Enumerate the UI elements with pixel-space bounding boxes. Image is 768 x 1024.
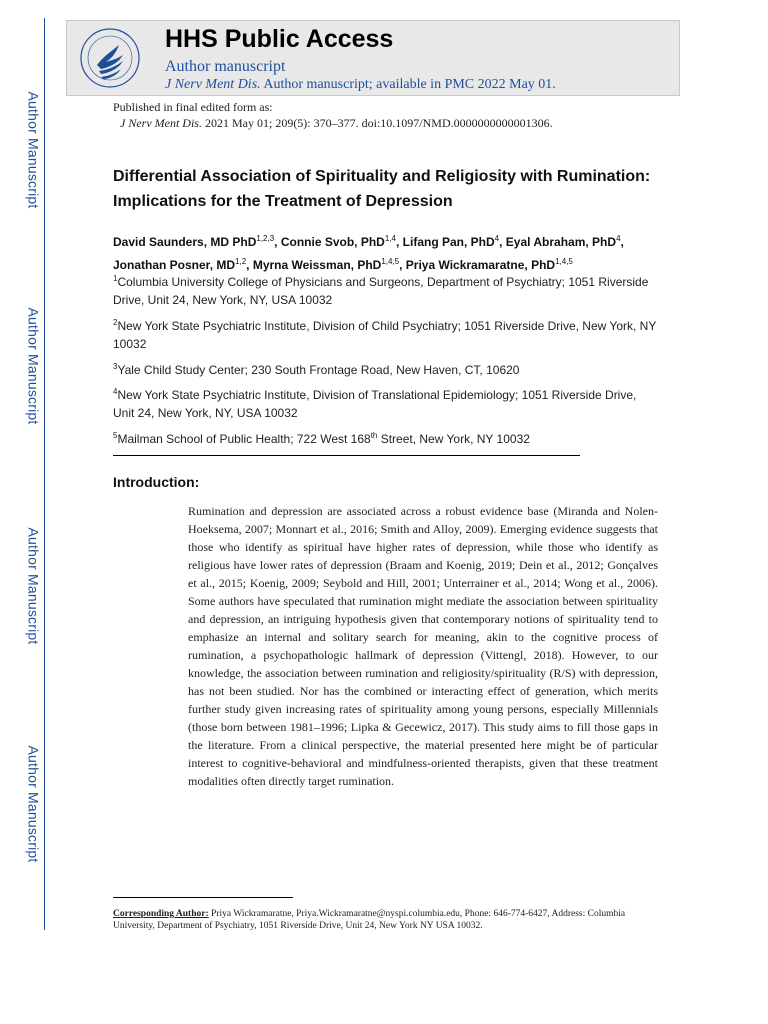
introduction-body: Rumination and depression are associated across a robust evidence base (Miranda and Nolen-Hoeksema, 2007; Monnart et al., 2016; Smith and Alloy, 2009). Emerging evidence suggests that those who identify as spiritual have higher rates of depression, while those who identify as religious have lower rates of depression (Braam and Koenig, 2019; Dein et al., 2012; Gonçalves et al., 2015; Koenig, 2009; Seybold and Hill, 2001; Unterrainer et al., 2014; Wong et al., 2006). Some authors have speculated that rumination might mediate the association between spirituality and depression, an intriguing hypothesis given that contemporary notions of spirituality tend to emphasize an internal and solitary search for meaning, akin to the cognitive process of rumination, a psychopathologic hallmark of depression (Vittengl, 2018). However, to our knowledge, the association between rumination and religiosity/spirituality (R/S) with depression, has not been studied. Nor has the combined or interacting effect of generation, which merits further study given increasing rates of spirituality among young persons, especially Millennials (those born between 1981–1996; Lipka & Gecewicz, 2017). This study aims to fill those gaps in the literature. From a clinical perspective, the material presented here might be of particular interest to cognitive-behavioral and mindfulness-oriented therapists, given that these treatment modalities often directly target rumination.: [188, 504, 658, 788]
side-tab-label: Author Manuscript: [25, 307, 42, 425]
affiliation-text: New York State Psychiatric Institute, Division of Child Psychiatry; 1051 Riverside Drive, New York, NY 10032: [113, 319, 657, 351]
hhs-public-access-title: HHS Public Access: [165, 25, 394, 53]
paper-title: Differential Association of Spirituality and Religiosity with Rumination: Implications for the Treatment of Depression: [113, 168, 651, 210]
affiliation-5: [113, 427, 658, 448]
affiliation-text: Mailman School of Public Health; 722 West 168: [117, 432, 371, 446]
affiliation-3: [113, 358, 658, 379]
affiliation-4: [113, 383, 658, 422]
availability-text: Author manuscript; available in PMC 2022 May 01.: [263, 77, 556, 92]
author-affiliation-marker: 1,2,3: [256, 234, 275, 243]
author-name: Priya Wickramaratne, PhD: [405, 258, 556, 272]
author-affiliation-marker: 1,4,5: [555, 257, 573, 266]
introduction-heading: Introduction:: [113, 474, 200, 490]
author-affiliation-marker: 4: [616, 234, 621, 243]
affiliation-number: 5: [113, 431, 118, 440]
published-label: Published in final edited form as:: [113, 100, 273, 114]
author-name: Connie Svob, PhD: [280, 235, 385, 249]
side-tab-label: Author Manuscript: [25, 745, 42, 863]
author-manuscript-label: Author manuscript: [165, 58, 286, 75]
affiliation-number: 1: [113, 274, 118, 283]
affiliation-number: 3: [113, 362, 118, 371]
side-tab-label: Author Manuscript: [25, 91, 42, 209]
author-name: David Saunders, MD PhD: [113, 235, 257, 249]
author-list: David Saunders, MD PhD$^{1,2,3}$, Connie Svob, PhD$^{1,4}$, Lifang Pan, PhD$^4$, Eyal Abraham, PhD$^4$, Jonathan Posner, MD$^{1,2}$, Myrna Weissman, PhD$^{1,4,5}$, Priya Wickramaratne, PhD$^{1,4,5}$: [113, 234, 624, 272]
hhs-eagle-seal-icon: [79, 27, 141, 89]
affiliation-text: Street, New York, NY 10032: [377, 432, 530, 446]
affiliation-text: Yale Child Study Center; 230 South Frontage Road, New Haven, CT, 10620: [117, 363, 520, 377]
footnote-text: Priya Wickramaratne, Priya.Wickramaratne@nyspi.columbia.edu, Phone: 646-774-6427, Address: Columbia University, Department of Psychiatry, 1051 Riverside Drive, Unit 24, New York NY USA 10032.: [113, 909, 626, 931]
author-affiliation-marker: 4: [494, 234, 500, 243]
citation-details: 2021 May 01; 209(5): 370–377. doi:10.1097/NMD.0000000000001306.: [204, 116, 553, 130]
author-affiliation-marker: 1,4,5: [381, 257, 400, 266]
side-tab-label: Author Manuscript: [25, 527, 42, 645]
citation: [120, 116, 553, 131]
footnote-rule: [113, 897, 293, 898]
author-affiliation-marker: 1,2: [235, 257, 247, 266]
affiliation-number: 4: [113, 387, 118, 396]
affiliation-number: 2: [113, 318, 118, 327]
affiliation-text: New York State Psychiatric Institute, Division of Translational Epidemiology; 1051 Riverside Drive, Unit 24, New York, NY, USA 10032: [113, 388, 637, 420]
author-affiliation-marker: 1,4: [384, 234, 396, 243]
citation-journal: J Nerv Ment Dis.: [120, 116, 202, 130]
journal-availability-line: [165, 77, 556, 93]
section-divider: [113, 455, 580, 456]
author-name: Eyal Abraham, PhD: [505, 235, 617, 249]
side-divider: [44, 18, 45, 930]
ordinal-suffix: th: [370, 431, 378, 440]
journal-name: J Nerv Ment Dis.: [165, 77, 261, 92]
hhs-header: [66, 20, 680, 96]
affiliation-2: [113, 314, 658, 353]
affiliation-text: Columbia University College of Physicians and Surgeons, Department of Psychiatry; 1051 Riverside Drive, Unit 24, New York, NY, USA 10032: [113, 275, 649, 307]
author-name: Jonathan Posner, MD: [113, 258, 236, 272]
corresponding-author-footnote: [113, 908, 663, 932]
author-name: Lifang Pan, PhD: [402, 235, 495, 249]
footnote-label: Corresponding Author:: [113, 909, 209, 919]
author-name: Myrna Weissman, PhD: [252, 258, 382, 272]
affiliation-1: [113, 270, 658, 309]
